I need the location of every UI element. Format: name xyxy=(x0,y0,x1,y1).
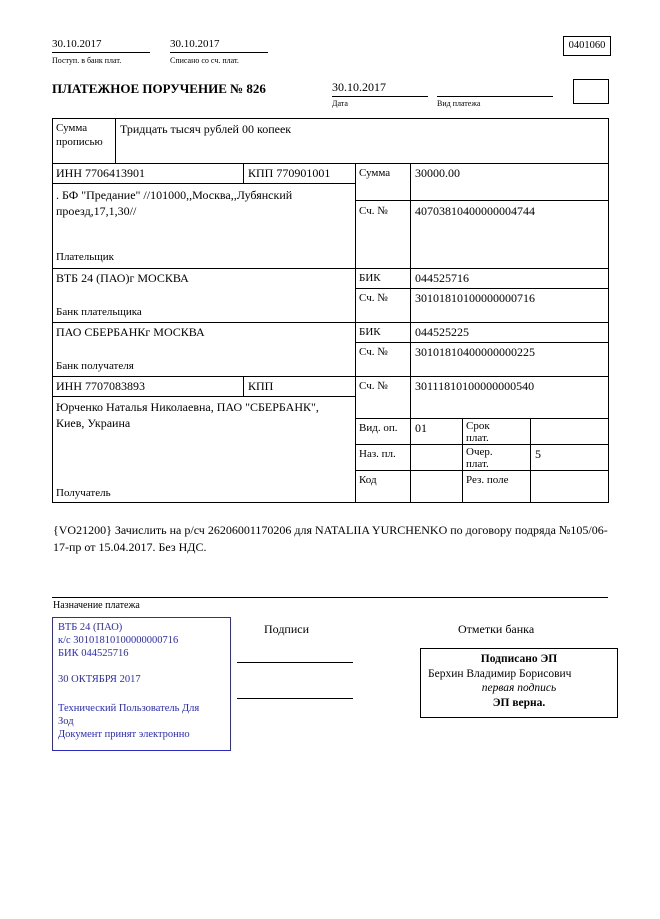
payee-inn: ИНН 7707083893 xyxy=(56,379,145,393)
divider xyxy=(355,470,608,471)
stamp-bank-name: ВТБ 24 (ПАО) xyxy=(58,622,123,633)
payer-bank-name: ВТБ 24 (ПАО)г МОСКВА xyxy=(56,271,189,285)
doc-date: 30.10.2017 xyxy=(332,80,386,94)
payment-type-label: Вид платежа xyxy=(437,99,481,108)
payer-kpp: КПП 770901001 xyxy=(248,166,331,180)
priority-value: 5 xyxy=(535,447,541,461)
stamp-user-line2: Зод xyxy=(58,716,74,727)
esign-signer: Берхин Владимир Борисович xyxy=(428,667,572,680)
divider xyxy=(170,52,268,53)
op-type-label: Вид. оп. xyxy=(359,422,398,434)
divider xyxy=(115,118,116,163)
divider xyxy=(52,376,608,377)
esign-stamp xyxy=(420,648,618,718)
payee-bank-bik: 044525225 xyxy=(415,325,469,339)
payee-bank-bik-label: БИК xyxy=(359,326,381,338)
payee-bank-account-label: Сч. № xyxy=(359,346,388,358)
payer-name: . БФ "Предание" //101000,,Москва,,Лубянский проезд,17,1,30// xyxy=(56,188,293,218)
signature-line xyxy=(237,698,353,699)
divider xyxy=(530,418,531,502)
payer-bank-account: 30101810100000000716 xyxy=(415,291,535,305)
amount-value: 30000.00 xyxy=(415,166,460,180)
divider xyxy=(355,342,608,343)
debit-date: 30.10.2017 xyxy=(170,38,220,50)
divider xyxy=(608,118,609,503)
amount-words-label: Сумма прописью xyxy=(56,122,103,148)
priority-label: Очер. плат. xyxy=(466,446,493,470)
divider xyxy=(52,396,355,397)
signatures-header: Подписи xyxy=(264,622,310,636)
divider xyxy=(52,268,608,269)
divider xyxy=(462,418,463,502)
divider xyxy=(332,96,428,97)
divider xyxy=(52,322,608,323)
payee-bank-label: Банк получателя xyxy=(56,360,134,372)
divider xyxy=(243,376,244,396)
divider xyxy=(243,163,244,183)
stamp-bik: БИК 044525716 xyxy=(58,648,129,659)
payment-type-box xyxy=(573,79,609,104)
doc-date-label: Дата xyxy=(332,99,348,108)
divider xyxy=(410,163,411,502)
esign-title: Подписано ЭП xyxy=(480,653,558,665)
page-title: ПЛАТЕЖНОЕ ПОРУЧЕНИЕ № 826 xyxy=(52,81,266,96)
divider xyxy=(52,502,609,503)
amount-words: Тридцать тысяч рублей 00 копеек xyxy=(120,122,292,136)
payee-name: Юрченко Наталья Николаевна, ПАО "СБЕРБАНК", Киев, Украина xyxy=(56,400,319,430)
divider xyxy=(355,288,608,289)
receipt-date: 30.10.2017 xyxy=(52,38,102,50)
payer-inn: ИНН 7706413901 xyxy=(56,166,145,180)
divider xyxy=(437,96,553,97)
payee-label: Получатель xyxy=(56,487,111,499)
reserve-field-label: Рез. поле xyxy=(466,474,509,486)
divider xyxy=(52,597,608,598)
payee-account-label: Сч. № xyxy=(359,380,388,392)
divider xyxy=(52,118,608,119)
stamp-user-line1: Технический Пользователь Для xyxy=(58,703,200,714)
code-label: Код xyxy=(359,474,377,486)
payee-account: 30111810100000000540 xyxy=(415,379,535,393)
amount-label: Сумма xyxy=(359,167,391,179)
divider xyxy=(52,118,53,502)
stamp-accepted: Документ принят электронно xyxy=(58,729,190,740)
divider xyxy=(355,200,608,201)
bank-stamp xyxy=(52,617,231,751)
esign-verified: ЭП верна. xyxy=(492,696,546,709)
form-code-box xyxy=(563,36,611,56)
payee-kpp: КПП xyxy=(248,379,274,393)
purpose-label: Назначение платежа xyxy=(53,600,140,611)
receipt-date-label: Поступ. в банк плат. xyxy=(52,56,122,65)
payer-label: Плательщик xyxy=(56,251,114,263)
debit-date-label: Списано со сч. плат. xyxy=(170,56,239,65)
divider xyxy=(52,183,355,184)
payer-bank-bik: 044525716 xyxy=(415,271,469,285)
divider xyxy=(355,163,356,502)
payer-bank-account-label: Сч. № xyxy=(359,292,388,304)
payer-account-label: Сч. № xyxy=(359,205,388,217)
payer-bank-bik-label: БИК xyxy=(359,272,381,284)
payer-bank-label: Банк плательщика xyxy=(56,306,142,318)
esign-first-signature: первая подпись xyxy=(481,682,557,694)
form-code: 0401060 xyxy=(568,40,606,51)
op-type-value: 01 xyxy=(415,421,427,435)
payee-bank-account: 30101810400000000225 xyxy=(415,345,535,359)
divider xyxy=(52,52,150,53)
stamp-corr-account: к/с 30101810100000000716 xyxy=(58,635,179,646)
divider xyxy=(355,418,608,419)
purpose-text: {VO21200} Зачислить на р/сч 26206001170206 для NATALIIA YURCHENKO по договору подряда №105/06-17-пр от 15.04.2017. Без НДС. xyxy=(53,523,608,554)
divider xyxy=(52,163,608,164)
divider xyxy=(355,444,608,445)
signature-line xyxy=(237,662,353,663)
bank-marks-header: Отметки банка xyxy=(458,622,535,636)
payment-designation-label: Наз. пл. xyxy=(359,448,396,460)
stamp-date: 30 ОКТЯБРЯ 2017 xyxy=(58,674,141,685)
payer-account: 40703810400000004744 xyxy=(415,204,535,218)
payee-bank-name: ПАО СБЕРБАНКг МОСКВА xyxy=(56,325,205,339)
payment-term-label: Срок плат. xyxy=(466,420,490,444)
